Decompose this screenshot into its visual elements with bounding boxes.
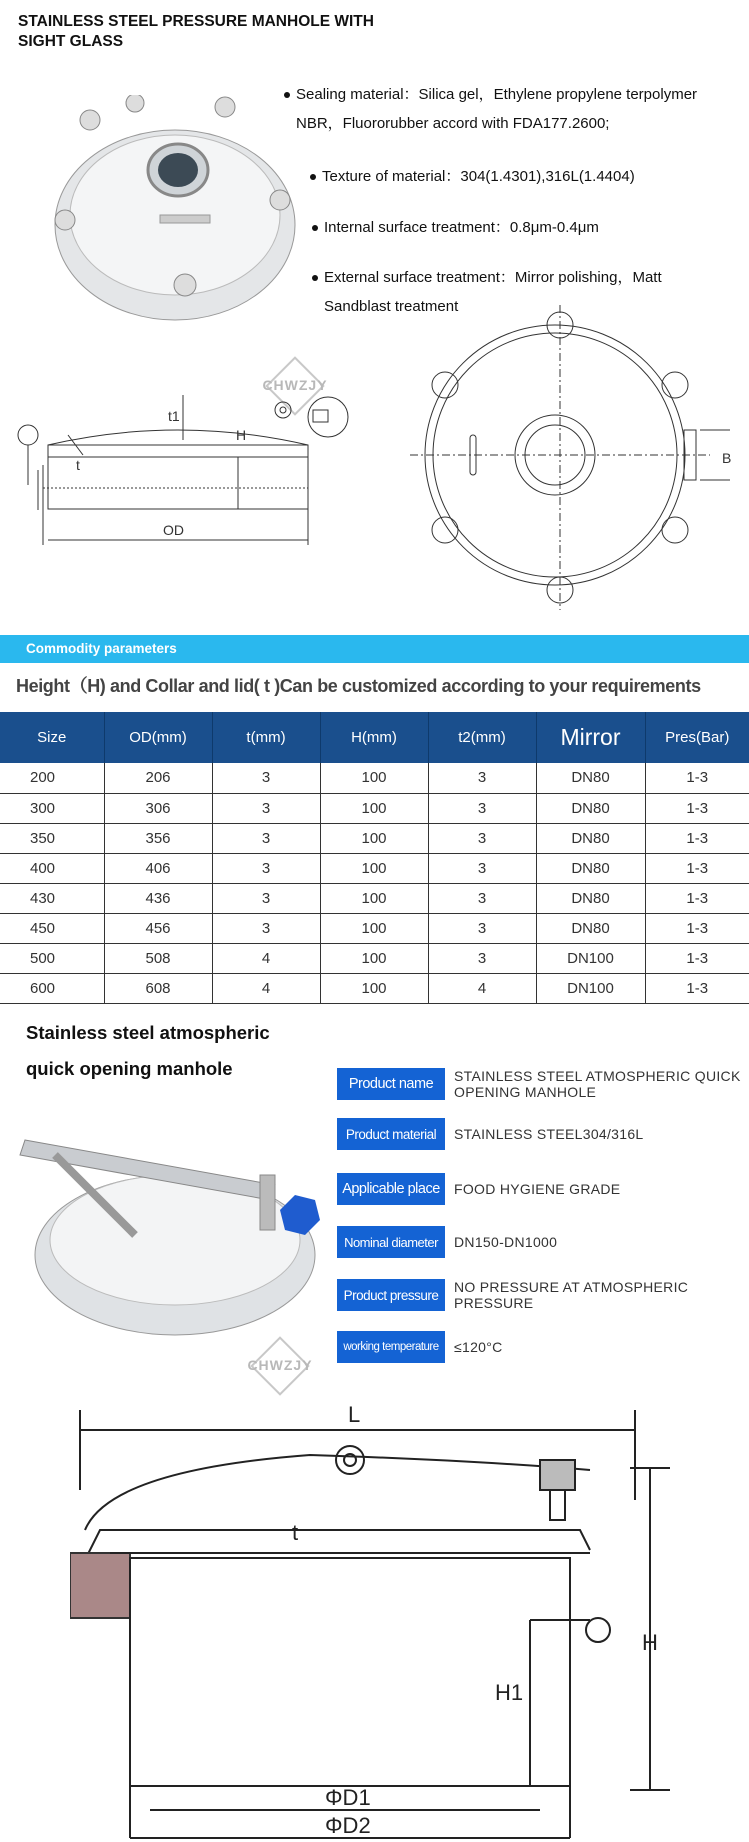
table-cell: 200 <box>0 763 104 793</box>
column-header: Mirror <box>536 712 645 763</box>
table-row <box>0 853 749 883</box>
spec-label: Product material <box>337 1118 445 1150</box>
table-cell: 300 <box>0 793 104 823</box>
drawing-label: H <box>642 1630 658 1655</box>
front-view-drawing <box>410 305 740 610</box>
quick-opening-manhole-photo <box>15 1115 325 1340</box>
spec-label: Applicable place <box>337 1173 445 1205</box>
parameters-table <box>0 712 749 1004</box>
table-cell: 1-3 <box>645 883 749 913</box>
table-row <box>0 913 749 943</box>
table-cell: 500 <box>0 943 104 973</box>
feature-item: Texture of material：304(1.4301),316L(1.4404) <box>310 162 746 191</box>
drawing-label: t <box>76 457 80 473</box>
drawing-label: ΦD2 <box>325 1813 371 1838</box>
table-cell: 3 <box>428 913 536 943</box>
table-row <box>0 883 749 913</box>
table-cell: 100 <box>320 763 428 793</box>
column-header: Size <box>0 712 104 763</box>
table-cell: DN80 <box>536 823 645 853</box>
table-cell: 3 <box>428 883 536 913</box>
table-cell: 4 <box>212 943 320 973</box>
page-title: STAINLESS STEEL PRESSURE MANHOLE WITH SIGHT GLASS <box>18 13 374 50</box>
table-row <box>0 793 749 823</box>
table-cell: 3 <box>212 883 320 913</box>
table-cell: DN100 <box>536 973 645 1003</box>
table-cell: 4 <box>428 973 536 1003</box>
table-cell: 4 <box>212 973 320 1003</box>
feature-item: External surface treatment：Mirror polishing，Matt Sandblast treatment <box>312 263 746 321</box>
customization-note: Height（H) and Collar and lid( t )Can be customized according to your requirements <box>16 676 701 696</box>
table-cell: 508 <box>104 943 212 973</box>
drawing-label: H <box>236 427 247 443</box>
table-cell: 100 <box>320 943 428 973</box>
spec-value <box>454 1226 744 1258</box>
spec-value-text: ≤120°C <box>454 1339 503 1355</box>
column-header: H(mm) <box>320 712 428 763</box>
feature-item: Internal surface treatment：0.8μm-0.4μm <box>312 213 746 242</box>
spec-label: Nominal diameter <box>337 1226 445 1258</box>
spec-label: working temperature <box>337 1331 445 1363</box>
table-cell: 3 <box>212 823 320 853</box>
table-cell: 356 <box>104 823 212 853</box>
table-cell: 100 <box>320 913 428 943</box>
table-cell: DN80 <box>536 913 645 943</box>
table-cell: 1-3 <box>645 793 749 823</box>
table-cell: DN80 <box>536 763 645 793</box>
column-header: Pres(Bar) <box>645 712 749 763</box>
table-cell: 306 <box>104 793 212 823</box>
table-cell: 100 <box>320 883 428 913</box>
table-cell: 3 <box>428 793 536 823</box>
drawing-label: OD <box>163 522 184 538</box>
table-cell: 400 <box>0 853 104 883</box>
side-section-drawing <box>8 395 353 585</box>
table-cell: 3 <box>212 853 320 883</box>
table-cell: 3 <box>212 763 320 793</box>
table-cell: DN80 <box>536 853 645 883</box>
table-cell: 100 <box>320 793 428 823</box>
table-cell: 450 <box>0 913 104 943</box>
spec-label: Product pressure <box>337 1279 445 1311</box>
table-cell: 3 <box>212 913 320 943</box>
table-row <box>0 973 749 1003</box>
spec-value <box>454 1331 744 1363</box>
watermark: CHWZJY <box>225 1335 335 1395</box>
table-cell: 1-3 <box>645 943 749 973</box>
spec-value-text: NO PRESSURE AT ATMOSPHERIC PRESSURE <box>454 1279 689 1311</box>
section-title: quick opening manhole <box>26 1058 233 1079</box>
table-cell: 406 <box>104 853 212 883</box>
drawing-label: L <box>348 1402 361 1427</box>
table-cell: 3 <box>212 793 320 823</box>
table-cell: 456 <box>104 913 212 943</box>
table-cell: 350 <box>0 823 104 853</box>
table-cell: DN80 <box>536 793 645 823</box>
table-row <box>0 823 749 853</box>
table-cell: 1-3 <box>645 763 749 793</box>
section-header-bar: Commodity parameters <box>0 635 749 663</box>
column-header: OD(mm) <box>104 712 212 763</box>
watermark: CHWZJY <box>240 355 350 415</box>
drawing-label: t <box>292 1520 299 1545</box>
drawing-label: ΦD1 <box>325 1785 371 1810</box>
table-cell: 1-3 <box>645 823 749 853</box>
spec-value <box>454 1173 744 1205</box>
spec-label: Product name <box>337 1068 445 1100</box>
table-cell: 3 <box>428 763 536 793</box>
table-header-row <box>0 712 749 763</box>
spec-value <box>454 1279 744 1311</box>
table-cell: DN100 <box>536 943 645 973</box>
table-cell: 608 <box>104 973 212 1003</box>
table-cell: 206 <box>104 763 212 793</box>
table-cell: 1-3 <box>645 913 749 943</box>
table-cell: 3 <box>428 943 536 973</box>
manhole-photo <box>50 95 300 330</box>
quick-opening-dimension-drawing <box>70 1390 690 1840</box>
table-cell: 430 <box>0 883 104 913</box>
table-row <box>0 763 749 793</box>
spec-value-text: DN150-DN1000 <box>454 1234 558 1250</box>
table-cell: 1-3 <box>645 853 749 883</box>
table-cell: 3 <box>428 853 536 883</box>
spec-value-text: STAINLESS STEEL ATMOSPHERIC QUICK <box>454 1068 741 1084</box>
drawing-label: t1 <box>168 408 180 424</box>
column-header: t(mm) <box>212 712 320 763</box>
spec-value-text: OPENING MANHOLE <box>454 1084 597 1100</box>
table-cell: 100 <box>320 853 428 883</box>
table-cell: 436 <box>104 883 212 913</box>
table-cell: 100 <box>320 973 428 1003</box>
spec-value <box>454 1118 744 1150</box>
drawing-label: H1 <box>495 1680 524 1705</box>
feature-item: Sealing material：Silica gel，Ethylene propylene terpolymer NBR，Fluororubber accord with FDA177.2600; <box>284 80 746 138</box>
spec-value-text: STAINLESS STEEL304/316L <box>454 1126 644 1142</box>
spec-value <box>454 1068 744 1100</box>
section-title: Stainless steel atmospheric <box>26 1022 270 1043</box>
column-header: t2(mm) <box>428 712 536 763</box>
table-cell: DN80 <box>536 883 645 913</box>
table-cell: 100 <box>320 823 428 853</box>
table-row <box>0 943 749 973</box>
table-cell: 1-3 <box>645 973 749 1003</box>
svg-text:B: B <box>722 450 732 466</box>
spec-value-text: FOOD HYGIENE GRADE <box>454 1181 621 1197</box>
table-cell: 3 <box>428 823 536 853</box>
table-cell: 600 <box>0 973 104 1003</box>
